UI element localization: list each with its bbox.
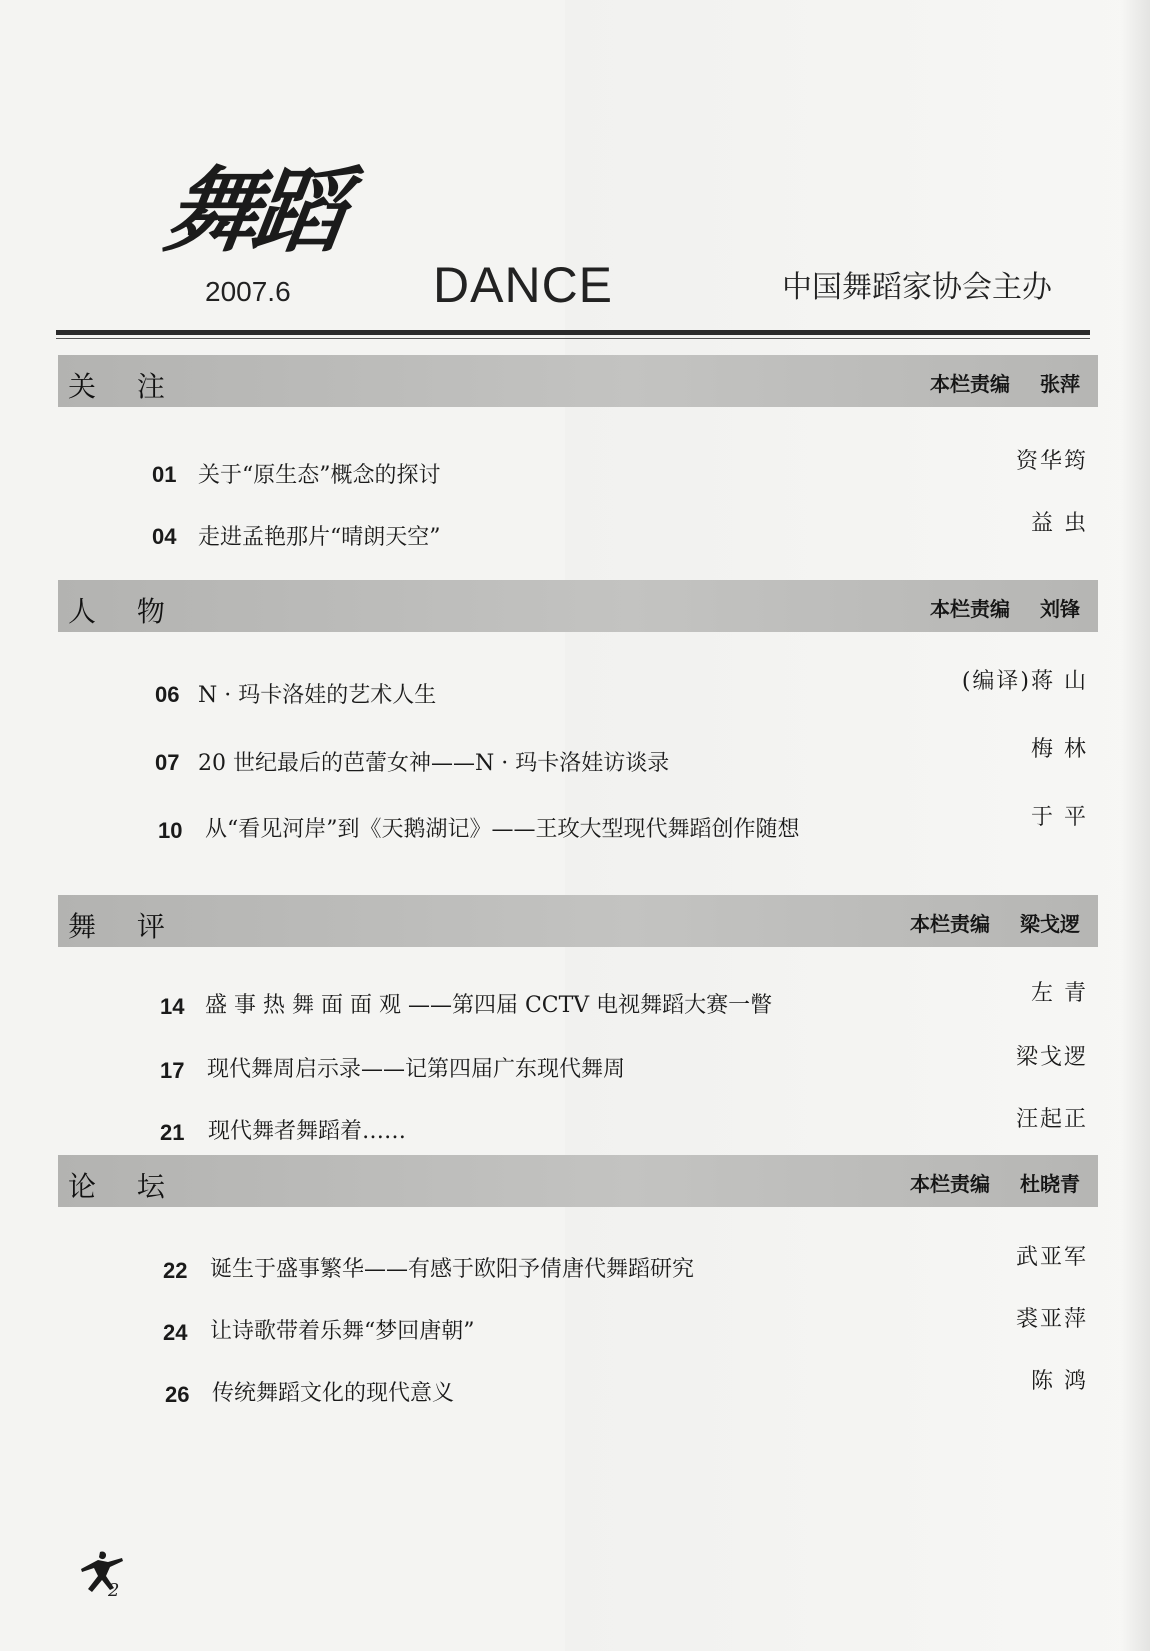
magazine-logo: 舞蹈	[159, 157, 347, 265]
editor-label: 本栏责编	[930, 597, 1010, 621]
item-author: 于 平	[1031, 805, 1088, 830]
item-page-number: 17	[160, 1058, 185, 1083]
item-page-number: 04	[152, 524, 177, 549]
editor-name: 梁戈逻	[1020, 912, 1080, 936]
section-editor	[930, 368, 1080, 397]
toc-entry-link[interactable]: 让诗歌带着乐舞“梦回唐朝”	[210, 1319, 475, 1344]
edge-shade	[1120, 0, 1150, 1651]
section-header-renwu	[58, 580, 1098, 632]
section-header-guanzhu	[58, 355, 1098, 407]
issue-date: 2007.6	[205, 276, 291, 307]
item-page-number: 01	[152, 462, 177, 487]
item-page-number: 07	[155, 750, 180, 775]
toc-entry-link[interactable]: 从“看见河岸”到《天鹅湖记》——王玫大型现代舞蹈创作随想	[205, 817, 800, 842]
editor-name: 张萍	[1040, 372, 1080, 396]
toc-entry-link[interactable]: 20 世纪最后的芭蕾女神——N · 玛卡洛娃访谈录	[198, 751, 670, 776]
item-page-number: 06	[155, 682, 180, 707]
toc-entry-link[interactable]: 诞生于盛事繁华——有感于欧阳予倩唐代舞蹈研究	[210, 1257, 695, 1282]
editor-label: 本栏责编	[930, 372, 1010, 396]
item-author: 汪起正	[1015, 1107, 1088, 1132]
editor-name: 刘锋	[1040, 597, 1080, 621]
section-editor	[910, 908, 1080, 937]
item-author: 梅 林	[1031, 737, 1088, 762]
editor-label: 本栏责编	[910, 1172, 990, 1196]
magazine-title-en: DANCE	[433, 257, 614, 313]
item-page-number: 10	[158, 818, 183, 843]
editor-label: 本栏责编	[910, 912, 990, 936]
item-author: 左 青	[1031, 981, 1088, 1006]
item-page-number: 21	[160, 1120, 185, 1145]
masthead-rule	[56, 330, 1090, 335]
toc-entry-link[interactable]: 现代舞周启示录——记第四届广东现代舞周	[207, 1057, 626, 1082]
section-title: 关 注	[68, 370, 181, 403]
section-editor	[910, 1168, 1080, 1197]
toc-entry-link[interactable]: 关于“原生态”概念的探讨	[198, 463, 441, 488]
item-author: 武亚军	[1015, 1245, 1088, 1270]
page-number: 2	[108, 1580, 120, 1601]
item-author: 裘亚萍	[1015, 1307, 1088, 1332]
section-header-wuping	[58, 895, 1098, 947]
masthead-rule-thin	[56, 338, 1090, 339]
item-author: (编译)蒋 山	[961, 669, 1088, 694]
item-page-number: 14	[160, 994, 185, 1019]
item-author: 益 虫	[1031, 511, 1088, 536]
section-title: 论 坛	[68, 1170, 181, 1203]
section-header-luntan	[58, 1155, 1098, 1207]
toc-entry-link[interactable]: 盛 事 热 舞 面 面 观 ——第四届 CCTV 电视舞蹈大赛一瞥	[205, 993, 773, 1018]
item-author: 资华筠	[1015, 449, 1088, 474]
item-author: 陈 鸿	[1031, 1369, 1088, 1394]
toc-entry-link[interactable]: 现代舞者舞蹈着……	[208, 1119, 407, 1144]
section-editor	[930, 593, 1080, 622]
item-page-number: 26	[165, 1382, 190, 1407]
publisher-line: 中国舞蹈家协会主办	[782, 270, 1052, 305]
item-author: 梁戈逻	[1015, 1045, 1088, 1070]
section-title: 人 物	[68, 595, 181, 628]
toc-entry-link[interactable]: 走进孟艳那片“晴朗天空”	[198, 525, 441, 550]
toc-entry-link[interactable]: N · 玛卡洛娃的艺术人生	[198, 683, 437, 708]
item-page-number: 22	[163, 1258, 188, 1283]
item-page-number: 24	[163, 1320, 188, 1345]
toc-entry-link[interactable]: 传统舞蹈文化的现代意义	[212, 1381, 455, 1406]
editor-name: 杜晓青	[1020, 1172, 1080, 1196]
section-title: 舞 评	[68, 910, 181, 943]
